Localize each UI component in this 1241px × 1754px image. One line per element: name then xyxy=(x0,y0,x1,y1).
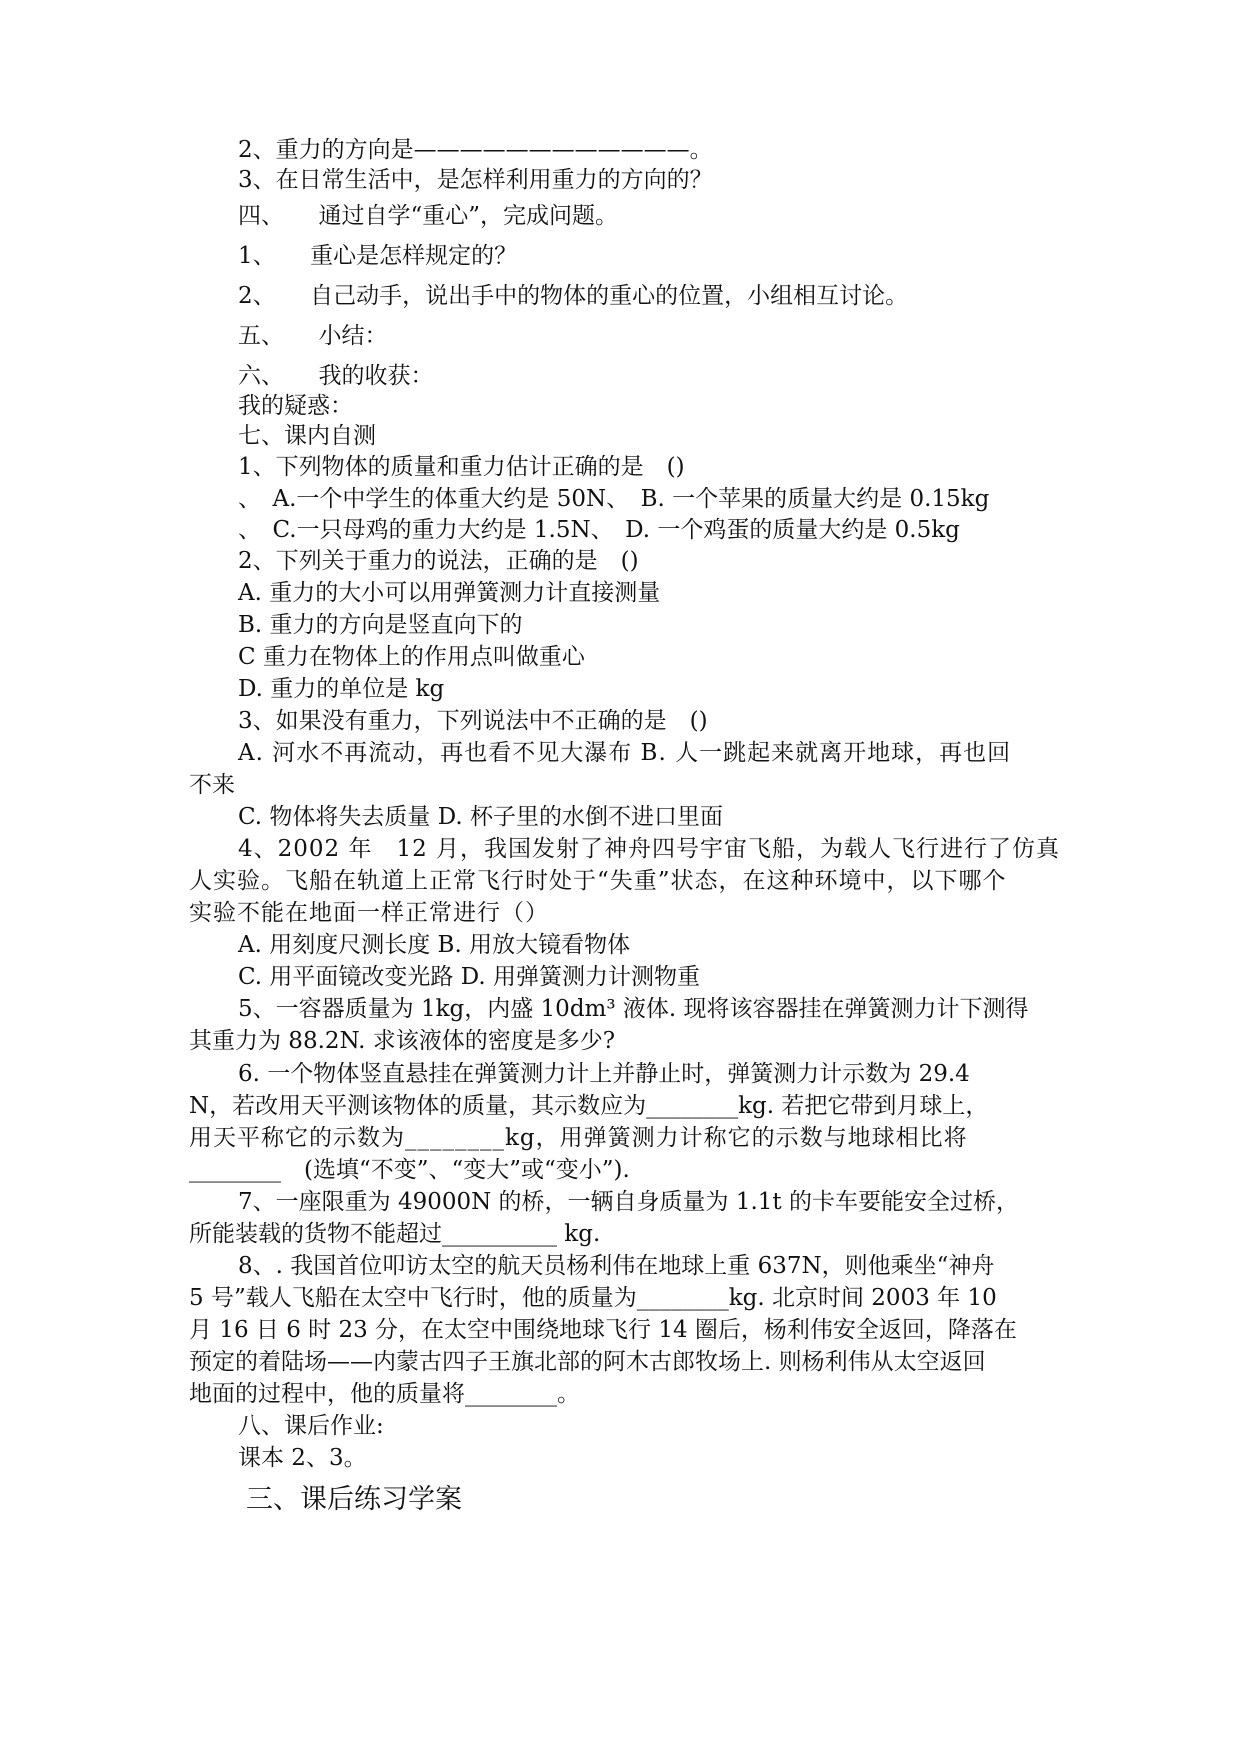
section-heading: 六、 我的收获： xyxy=(238,363,434,389)
question-continued: 其重力为 88.2N. 求该液体的密度是多少? xyxy=(189,1028,616,1054)
section-title: 三、课后练习学案 xyxy=(246,1484,462,1515)
question: 3、如果没有重力，下列说法中不正确的是 () xyxy=(238,708,708,734)
question-continued: 所能装载的货物不能超过__________ kg. xyxy=(189,1221,601,1247)
question: 4、2002 年 12 月，我国发射了神舟四号宇宙飞船，为载人飞行进行了仿真 xyxy=(238,836,1061,862)
text-line: 1、 重心是怎样规定的？ xyxy=(238,243,518,269)
text-line: 2、重力的方向是————————————。 xyxy=(238,137,713,163)
question: 2、下列关于重力的说法，正确的是 () xyxy=(238,548,639,574)
question-continued: 月 16 日 6 时 23 分，在太空中围绕地球飞行 14 圈后，杨利伟安全返回，降落在 xyxy=(189,1317,1017,1343)
answer-option: C. 物体将失去质量 D. 杯子里的水倒不进口里面 xyxy=(238,804,723,830)
question-continued: 实验不能在地面一样正常进行（） xyxy=(189,900,549,926)
question-continued: ________ (选填“不变”、“变大”或“变小”). xyxy=(189,1157,630,1183)
answer-option: A. 用刻度尺测长度 B. 用放大镜看物体 xyxy=(238,932,631,958)
question-continued: 用天平称它的示数为________kg，用弹簧测力计称它的示数与地球相比将 xyxy=(189,1125,968,1151)
section-heading: 八、课后作业: xyxy=(238,1413,384,1439)
answer-option: A. 重力的大小可以用弹簧测力计直接测量 xyxy=(238,580,661,606)
question: 1、下列物体的质量和重力估计正确的是 () xyxy=(238,454,685,480)
answer-option: A. 河水不再流动，再也看不见大瀑布 B. 人一跳起来就离开地球，再也回 xyxy=(238,740,1012,766)
section-heading: 四、 通过自学“重心”，完成问题。 xyxy=(238,203,619,229)
question-continued: 5 号”载人飞船在太空中飞行时，他的质量为________kg. 北京时间 2003 年 10 xyxy=(189,1285,997,1311)
section-heading: 七、课内自测 xyxy=(238,423,376,449)
answer-option: 、 C.一只母鸡的重力大约是 1.5N、 D. 一个鸡蛋的质量大约是 0.5kg xyxy=(238,517,960,543)
answer-option: D. 重力的单位是 kg xyxy=(238,676,445,702)
text-line: 我的疑惑： xyxy=(238,393,353,419)
question: 8、. 我国首位叩访太空的航天员杨利伟在地球上重 637N，则他乘坐“神舟 xyxy=(238,1253,995,1279)
question: 5、一容器质量为 1kg，内盛 10dm³ 液体. 现将该容器挂在弹簧测力计下测得 xyxy=(238,996,1029,1022)
text-line: 3、在日常生活中，是怎样利用重力的方向的？ xyxy=(238,167,713,193)
question-continued: 预定的着陆场——内蒙古四子王旗北部的阿木古郎牧场上. 则杨利伟从太空返回 xyxy=(189,1349,986,1375)
answer-option-continued: 不来 xyxy=(189,772,235,798)
question: 6. 一个物体竖直悬挂在弹簧测力计上并静止时，弹簧测力计示数为 29.4 xyxy=(238,1061,970,1087)
answer-option: C 重力在物体上的作用点叫做重心 xyxy=(238,644,585,670)
question: 7、一座限重为 49000N 的桥，一辆自身质量为 1.1t 的卡车要能安全过桥， xyxy=(238,1189,1019,1215)
answer-option: 、 A.一个中学生的体重大约是 50N、 B. 一个苹果的质量大约是 0.15kg xyxy=(238,486,990,512)
text-line: 2、 自己动手，说出手中的物体的重心的位置，小组相互讨论。 xyxy=(238,283,909,309)
question-continued: 地面的过程中，他的质量将________。 xyxy=(189,1381,580,1407)
section-heading: 五、 小结： xyxy=(238,323,388,349)
question-continued: 人实验。飞船在轨道上正常飞行时处于“失重”状态，在这种环境中，以下哪个 xyxy=(189,868,1007,894)
answer-option: B. 重力的方向是竖直向下的 xyxy=(238,612,523,638)
text-line: 课本 2、3。 xyxy=(238,1445,367,1471)
answer-option: C. 用平面镜改变光路 D. 用弹簧测力计测物重 xyxy=(238,964,700,990)
question-continued: N，若改用天平测该物体的质量，其示数应为________kg. 若把它带到月球上， xyxy=(189,1093,989,1119)
